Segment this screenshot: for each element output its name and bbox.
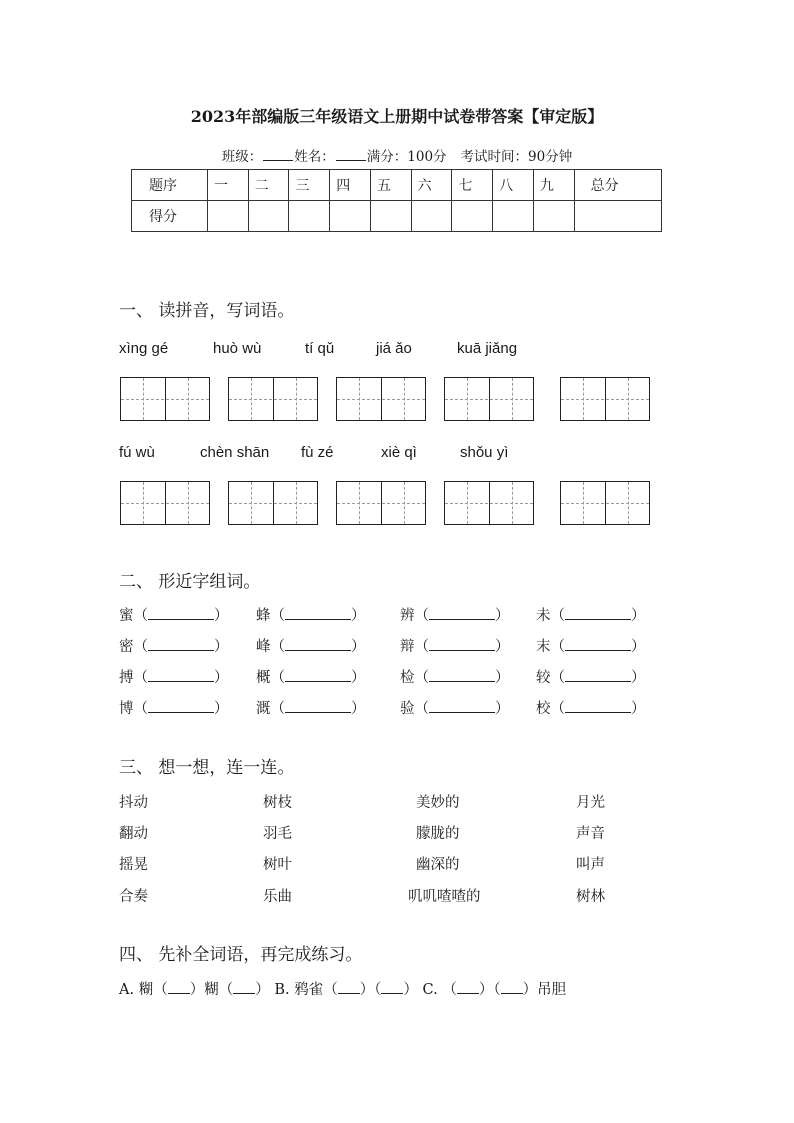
section2-heading: 二、 形近字组词。 [119, 572, 261, 592]
option-a-char-2: 糊 [204, 982, 219, 998]
option-c-label: C. [422, 982, 438, 998]
answer-blank[interactable] [148, 699, 214, 713]
form-char: 辨 [400, 608, 415, 624]
form-word-item: 蜜（ ） [119, 608, 229, 624]
score-table [131, 169, 662, 232]
answer-blank[interactable] [429, 668, 495, 682]
pinyin-2-2: chèn shān [200, 444, 270, 461]
match-word[interactable]: 美妙的 [416, 795, 460, 811]
score-row-label: 得分 [132, 201, 208, 232]
score-cell[interactable] [533, 201, 574, 232]
form-char: 概 [256, 670, 271, 686]
answer-blank[interactable] [429, 637, 495, 651]
form-word-item: 概（ ） [256, 670, 366, 686]
pinyin-2-1: fú wù [119, 444, 155, 461]
score-cell[interactable] [411, 201, 452, 232]
answer-blank[interactable] [233, 981, 255, 994]
name-blank[interactable] [336, 148, 366, 161]
match-word[interactable]: 叽叽喳喳的 [408, 889, 481, 905]
score-header-cell: 七 [452, 170, 493, 201]
full-score: 满分：100分 [366, 149, 447, 165]
section4-heading: 四、 先补全词语，再完成练习。 [119, 945, 363, 965]
form-word-item: 较（ ） [536, 670, 646, 686]
match-word[interactable]: 羽毛 [263, 826, 292, 842]
score-cell[interactable] [289, 201, 330, 232]
answer-blank[interactable] [285, 668, 351, 682]
answer-blank[interactable] [148, 637, 214, 651]
page-title: 2023年部编版三年级语文上册期中试卷带答案【审定版】 [190, 107, 604, 126]
pinyin-1-4: jiá ǎo [376, 340, 412, 357]
score-table-header-row [132, 170, 662, 201]
score-header-cell: 二 [248, 170, 289, 201]
form-char: 博 [119, 701, 134, 717]
writing-grid[interactable] [560, 481, 650, 525]
match-word[interactable]: 树叶 [263, 857, 292, 873]
form-char: 校 [536, 701, 551, 717]
form-word-item: 溉（ ） [256, 701, 366, 717]
score-cell[interactable] [330, 201, 371, 232]
writing-grid[interactable] [120, 377, 210, 421]
section4-line: A. 糊（ ）糊（ ） B. 鸦雀（ ）（ ） C. （ ）（ ）吊胆 [119, 982, 567, 998]
writing-grid[interactable] [336, 377, 426, 421]
form-word-item: 辨（ ） [400, 608, 510, 624]
form-char: 搏 [119, 670, 134, 686]
section3-heading: 三、 想一想，连一连。 [119, 758, 295, 778]
answer-blank[interactable] [148, 668, 214, 682]
answer-blank[interactable] [148, 606, 214, 620]
answer-blank[interactable] [285, 699, 351, 713]
score-header-cell: 三 [289, 170, 330, 201]
score-cell[interactable] [574, 201, 661, 232]
class-blank[interactable] [263, 148, 293, 161]
pinyin-2-3: fù zé [301, 444, 334, 461]
answer-blank[interactable] [565, 699, 631, 713]
pinyin-2-4: xiè qì [381, 444, 417, 461]
form-word-item: 末（ ） [536, 639, 646, 655]
match-word[interactable]: 乐曲 [263, 889, 292, 905]
match-word[interactable]: 树林 [576, 889, 605, 905]
score-header-cell: 六 [411, 170, 452, 201]
form-char: 辩 [400, 639, 415, 655]
score-header-cell: 总分 [574, 170, 661, 201]
score-cell[interactable] [493, 201, 534, 232]
writing-grid[interactable] [228, 481, 318, 525]
pinyin-1-5: kuā jiǎng [457, 340, 518, 357]
form-char: 峰 [256, 639, 271, 655]
match-word[interactable]: 合奏 [119, 889, 148, 905]
form-word-item: 博（ ） [119, 701, 229, 717]
option-a-char: 糊 [138, 982, 154, 998]
answer-blank[interactable] [565, 637, 631, 651]
writing-grid[interactable] [560, 377, 650, 421]
match-word[interactable]: 月光 [576, 795, 605, 811]
score-header-cell: 五 [370, 170, 411, 201]
form-char: 检 [400, 670, 415, 686]
form-word-item: 密（ ） [119, 639, 229, 655]
form-char: 未 [536, 608, 551, 624]
option-b-label: B. [274, 982, 290, 998]
score-header-cell: 四 [330, 170, 371, 201]
exam-info-line [0, 145, 794, 165]
pinyin-1-1: xìng gé [119, 340, 169, 357]
writing-grid[interactable] [444, 481, 534, 525]
section1-heading: 一、 读拼音，写词语。 [119, 301, 295, 321]
form-char: 密 [119, 639, 134, 655]
pinyin-1-3: tí qǔ [305, 340, 335, 357]
form-word-item: 校（ ） [536, 701, 646, 717]
answer-blank[interactable] [565, 606, 631, 620]
match-word[interactable]: 叫声 [576, 857, 605, 873]
option-a-label: A. [119, 982, 135, 998]
score-header-cell: 题序 [132, 170, 208, 201]
form-word-item: 峰（ ） [256, 639, 366, 655]
name-label: 姓名： [294, 149, 335, 165]
score-header-cell: 八 [493, 170, 534, 201]
pinyin-1-2: huò wù [213, 340, 262, 357]
answer-blank[interactable] [429, 699, 495, 713]
form-char: 溉 [256, 701, 271, 717]
form-word-item: 检（ ） [400, 670, 510, 686]
answer-blank[interactable] [338, 981, 360, 994]
match-word[interactable]: 声音 [576, 826, 605, 842]
answer-blank[interactable] [285, 637, 351, 651]
score-header-cell: 九 [533, 170, 574, 201]
form-word-item: 蜂（ ） [256, 608, 366, 624]
match-word[interactable]: 翻动 [119, 826, 148, 842]
writing-grid[interactable] [444, 377, 534, 421]
option-c-word: 吊胆 [537, 982, 567, 998]
form-char: 较 [536, 670, 551, 686]
pinyin-2-5: shǒu yì [460, 444, 509, 461]
form-word-item: 验（ ） [400, 701, 510, 717]
score-cell[interactable] [370, 201, 411, 232]
match-word[interactable]: 摇晃 [119, 857, 148, 873]
answer-blank[interactable] [285, 606, 351, 620]
form-word-item: 未（ ） [536, 608, 646, 624]
form-word-item: 辩（ ） [400, 639, 510, 655]
writing-grid[interactable] [120, 481, 210, 525]
answer-blank[interactable] [565, 668, 631, 682]
option-b-word: 鸦雀 [294, 982, 324, 998]
answer-blank[interactable] [381, 981, 403, 994]
form-char: 蜂 [256, 608, 271, 624]
class-label: 班级： [221, 149, 263, 165]
writing-grid[interactable] [336, 481, 426, 525]
match-word[interactable]: 朦胧的 [416, 826, 460, 842]
answer-blank[interactable] [168, 981, 190, 994]
score-cell[interactable] [208, 201, 249, 232]
score-cell[interactable] [452, 201, 493, 232]
match-word[interactable]: 树枝 [263, 795, 292, 811]
score-table-score-row [132, 201, 662, 232]
match-word[interactable]: 幽深的 [416, 857, 460, 873]
score-cell[interactable] [248, 201, 289, 232]
exam-time: 考试时间：90分钟 [460, 149, 573, 165]
form-char: 末 [536, 639, 551, 655]
answer-blank[interactable] [501, 981, 523, 994]
form-char: 验 [400, 701, 415, 717]
match-word[interactable]: 抖动 [119, 795, 148, 811]
answer-blank[interactable] [457, 981, 479, 994]
score-header-cell: 一 [208, 170, 249, 201]
form-word-item: 搏（ ） [119, 670, 229, 686]
writing-grid[interactable] [228, 377, 318, 421]
answer-blank[interactable] [429, 606, 495, 620]
form-char: 蜜 [119, 608, 134, 624]
